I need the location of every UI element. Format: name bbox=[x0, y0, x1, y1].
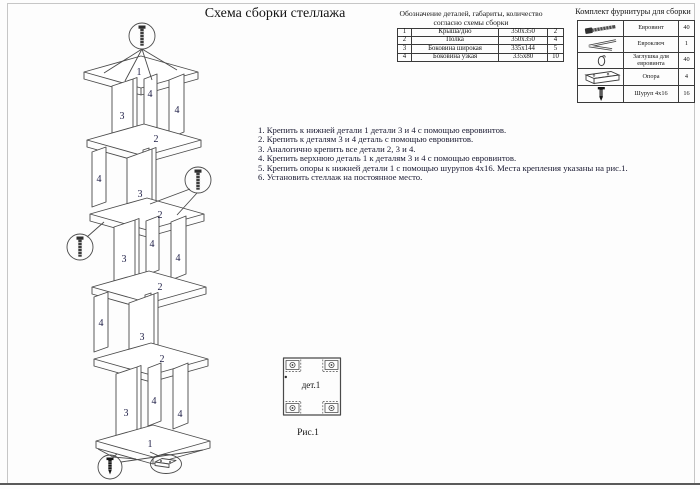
part-label: 2 bbox=[153, 134, 159, 145]
part-name: Крыша/дно bbox=[412, 29, 499, 37]
part-label: 3 bbox=[119, 111, 125, 122]
part-name: Боковина узкая bbox=[412, 53, 499, 61]
part-label: 3 bbox=[121, 254, 127, 265]
instruction-step: 4. Крепить верхнюю деталь 1 к деталям 3 и 4 с помощью евровинтов. bbox=[258, 153, 517, 164]
part-label: 4 bbox=[151, 396, 157, 407]
part-label: 4 bbox=[174, 105, 180, 116]
hardware-qty: 16 bbox=[679, 86, 695, 103]
part-label: 4 bbox=[149, 239, 155, 250]
hardware-qty: 40 bbox=[679, 53, 695, 69]
wood-screw-callout-icon bbox=[98, 455, 122, 479]
part-label: 4 bbox=[177, 409, 183, 420]
part-label: 4 bbox=[98, 318, 104, 329]
part-size: 335х144 bbox=[499, 45, 548, 53]
part-label: 3 bbox=[137, 189, 143, 200]
part-label: 4 bbox=[147, 89, 153, 100]
part-size: 335х80 bbox=[499, 53, 548, 61]
part-number: 2 bbox=[398, 37, 412, 45]
part-qty: 10 bbox=[548, 53, 564, 61]
page-title: Схема сборки стеллажа bbox=[204, 6, 346, 21]
part-label: 1 bbox=[136, 67, 142, 78]
part-number: 3 bbox=[398, 45, 412, 53]
part-label: 4 bbox=[96, 174, 102, 185]
instruction-step: 1. Крепить к нижней детали 1 детали 3 и 4 с помощью евровинтов. bbox=[258, 125, 507, 135]
instruction-step: 3. Аналогично крепить все детали 2, 3 и 4. bbox=[258, 143, 416, 154]
support-callout-icon bbox=[151, 455, 182, 474]
euro-screw-callout-icon bbox=[67, 234, 93, 260]
instruction-step: 5. Крепить опоры к нижней детали 1 с помощью шурупов 4х16. Места крепления указаны на рис.1. bbox=[258, 162, 628, 173]
part-label: 1 bbox=[147, 439, 153, 450]
part-qty: 5 bbox=[548, 45, 564, 53]
part-qty: 4 bbox=[548, 37, 564, 45]
part-qty: 2 bbox=[548, 29, 564, 37]
hardware-qty: 4 bbox=[679, 69, 695, 86]
hardware-qty: 1 bbox=[679, 37, 695, 53]
part-label: 2 bbox=[157, 282, 163, 293]
parts-table-caption-line1: Обозначение деталей, габариты, количество bbox=[399, 9, 543, 18]
instruction-step: 2. Крепить к деталям 3 и 4 деталь с помощью евровинтов. bbox=[258, 134, 474, 145]
part-size: 350х350 bbox=[499, 37, 548, 45]
part-size: 350х350 bbox=[499, 29, 548, 37]
part-label: 3 bbox=[123, 408, 129, 419]
part-name: Боковина широкая bbox=[412, 45, 499, 53]
hardware-name: Опора bbox=[624, 69, 679, 86]
hardware-name: Заглушка для евровинта bbox=[624, 53, 679, 69]
part-number: 1 bbox=[398, 29, 412, 37]
hardware-qty: 40 bbox=[679, 21, 695, 37]
part-label: 4 bbox=[175, 253, 181, 264]
part-label: 2 bbox=[157, 210, 163, 221]
part-label: 3 bbox=[139, 332, 145, 343]
hardware-name: Евроключ bbox=[624, 37, 679, 53]
figure-1-caption: Рис.1 bbox=[297, 428, 319, 438]
parts-table-caption-line2: согласно схемы сборки bbox=[433, 18, 509, 28]
part-label: 2 bbox=[159, 354, 165, 365]
part-number: 4 bbox=[398, 53, 412, 61]
instruction-step: 6. Установить стеллаж на постоянное место. bbox=[258, 172, 423, 183]
detail-1-label: дет.1 bbox=[301, 380, 321, 390]
euro-screw-callout-icon bbox=[129, 23, 155, 49]
hardware-name: Шуруп 4х16 bbox=[624, 86, 679, 103]
hardware-table-title: Комплект фурнитуры для сборки bbox=[575, 7, 691, 16]
part-name: Полка bbox=[412, 37, 499, 45]
hardware-name: Евровинт bbox=[624, 21, 679, 37]
euro-screw-callout-icon bbox=[185, 167, 211, 193]
